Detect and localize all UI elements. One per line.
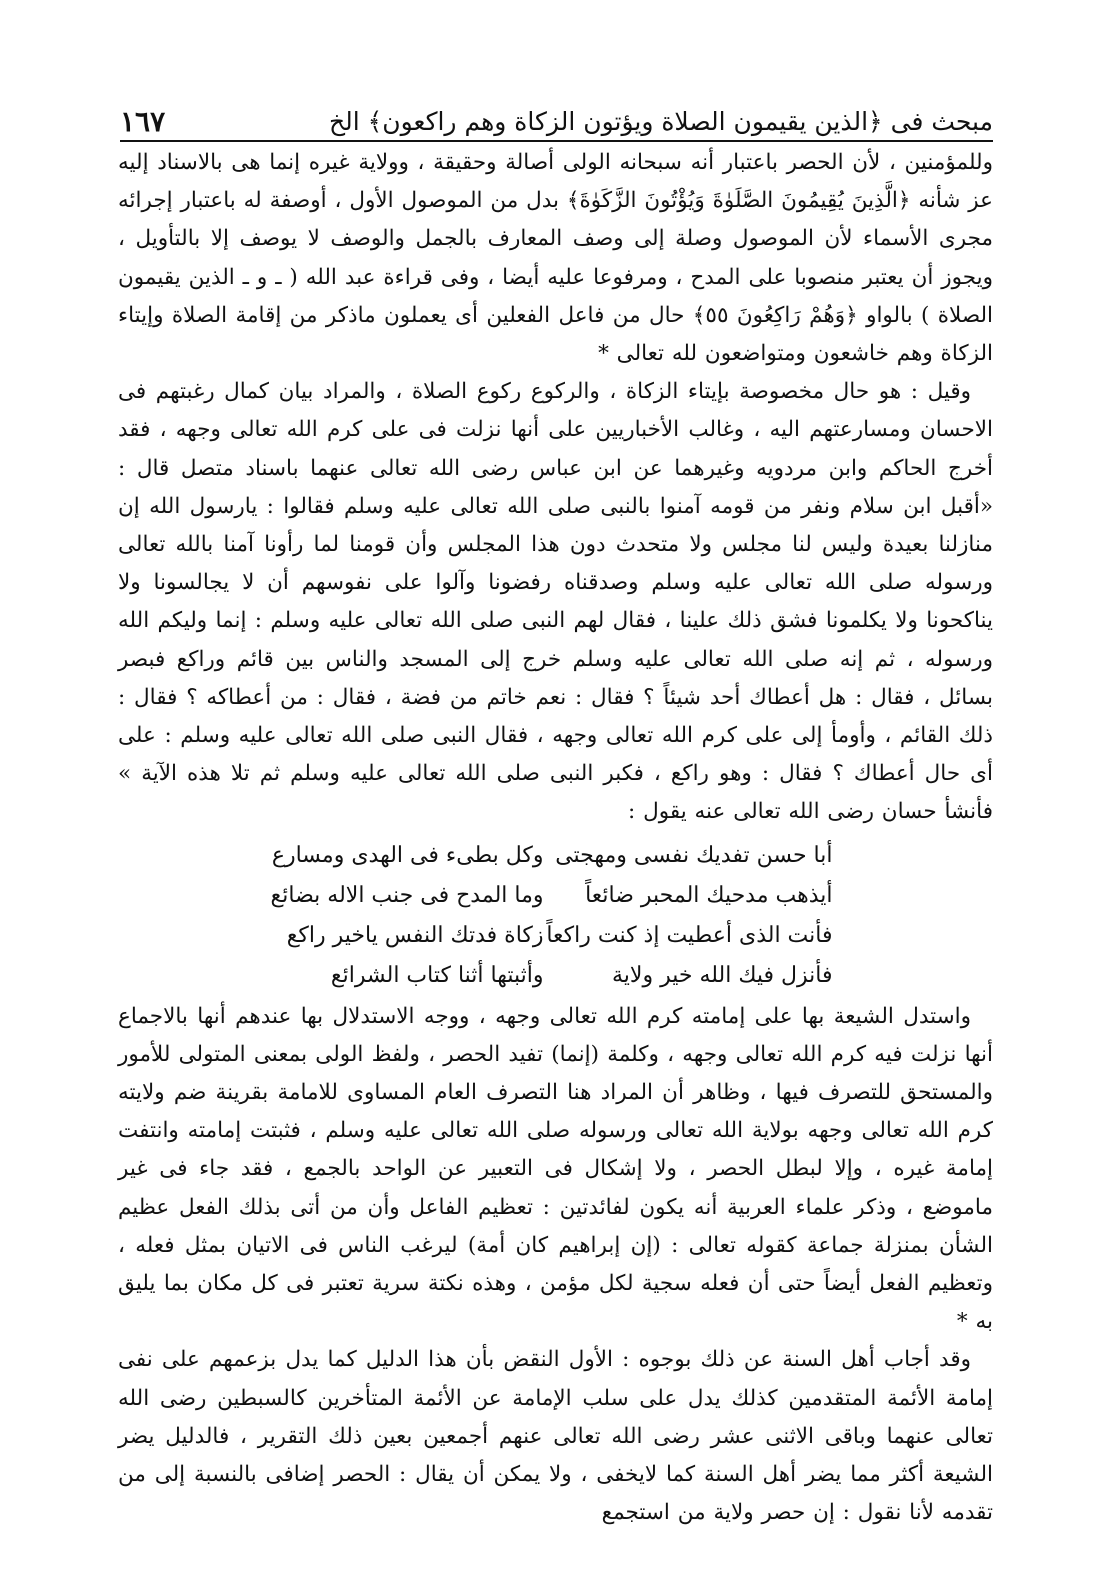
poem-verse [118,916,993,956]
paragraph-opening: وللمؤمنين ، لأن الحصر باعتبار أنه سبحانه الولى أصالة وحقيقة ، وولاية غيره إنما هى بالاسناد إليه عز شأنه ﴿الَّذِينَ يُقِيمُونَ الصَّلَوٰةَ وَيُؤْتُونَ الزَّكَوٰةَ﴾ بدل من الموصول الأول ، أوصفة له باعتبار إجرائه مجرى الأسماء لأن الموصول وصلة إلى وصف المعارف بالجمل والوصف لا يوصف إلا بالتأويل ، ويجوز أن يعتبر منصوبا على المدح ، ومرفوعا عليه أيضا ، وفى قراءة عبد الله ( ـ و ـ الذين يقيمون الصلاة ) بالواو ﴿وَهُمْ رَاكِعُونَ ٥٥﴾ حال من فاعل الفعلين أى يعملون ماذكر من إقامة الصلاة وإيتاء الزكاة وهم خاشعون ومتواضعون لله تعالى * [118,150,993,367]
poem-verse [118,836,993,876]
poem-first-hemistich: فأنزل فيك الله خير ولاية [612,962,833,988]
poem-first-hemistich: أيذهب مدحيك المحبر ضائعاً [585,882,833,908]
running-title: مبحث فى ﴿الذين يقيمون الصلاة ويؤتون الزكاة وهم راكعون﴾ الخ [328,107,993,136]
poem-second-hemistich: وكل بطىء فى الهدى ومسارع [271,842,544,868]
page-number: ١٦٧ [120,105,166,138]
paragraph-sunni-response: وقد أجاب أهل السنة عن ذلك بوجوه : الأول النقض بأن هذا الدليل كما يدل بزعمهم على نفى إمامة الأئمة المتقدمين كذلك يدل على سلب الإمامة عن الأئمة المتأخرين كالسبطين رضى الله تعالى عنهما وباقى الاثنى عشر رضى الله تعالى عنهم أجمعين بعين ذلك التقرير ، فالدليل يضر الشيعة أكثر مما يضر أهل السنة كما لايخفى ، ولا يمكن أن يقال : الحصر إضافى بالنسبة إلى من تقدمه لأنا نقول : إن حصر ولاية من استجمع [118,1347,993,1526]
poem-second-hemistich: زكاة فدتك النفس ياخير راكع [286,922,544,948]
header-rule [120,140,993,142]
poem-second-hemistich: وأثبتها أثنا كتاب الشرائع [330,962,544,988]
poem-first-hemistich: أبا حسن تفديك نفسى ومهجتى [555,842,833,868]
poem-verse [118,956,993,996]
poem-verse [118,876,993,916]
poem-first-hemistich: فأنت الذى أعطيت إذ كنت راكعاً [546,922,833,948]
page-body [118,144,993,1533]
paragraph-shia-argument: واستدل الشيعة بها على إمامته كرم الله تعالى وجهه ، ووجه الاستدلال بها عندهم أنها بالاجماع أنها نزلت فيه كرم الله تعالى وجهه ، وكلمة (إنما) تفيد الحصر ، ولفظ الولى بمعنى المتولى للأمور والمستحق للتصرف فيها ، وظاهر أن المراد هنا التصرف العام المساوى للامامة بقرينة ضم ولايته كرم الله تعالى وجهه بولاية الله تعالى ورسوله صلى الله تعالى عليه وسلم ، فثبتت إمامته وانتفت إمامة غيره ، وإلا لبطل الحصر ، ولا إشكال فى التعبير عن الواحد بالجمع ، فقد جاء فى غير ماموضع ، وذكر علماء العربية أنه يكون لفائدتين : تعظيم الفاعل وأن من أتى بذلك الفعل عظيم الشأن بمنزلة جماعة كقوله تعالى : (إن إبراهيم كان أمة) ليرغب الناس فى الاتيان بمثل فعله ، وتعظيم الفعل أيضاً حتى أن فعله سجية لكل مؤمن ، وهذه نكتة سرية تعتبر فى كل مكان بما يليق به * [118,1003,993,1335]
page-header [120,96,993,140]
poem [118,836,993,996]
paragraph-hadith-narration: وقيل : هو حال مخصوصة بإيتاء الزكاة ، والركوع ركوع الصلاة ، والمراد بيان كمال رغبتهم فى الاحسان ومسارعتهم اليه ، وغالب الأخباريين على أنها نزلت فى على كرم الله تعالى وجهه ، فقد أخرج الحاكم وابن مردويه وغيرهما عن ابن عباس رضى الله تعالى عنهما باسناد متصل قال : «أقبل ابن سلام ونفر من قومه آمنوا بالنبى صلى الله تعالى عليه وسلم فقالوا : يارسول الله إن منازلنا بعيدة وليس لنا مجلس ولا متحدث دون هذا المجلس وأن قومنا لما رأونا آمنا بالله تعالى ورسوله صلى الله تعالى عليه وسلم وصدقناه رفضونا وآلوا على نفوسهم أن لا يجالسونا ولا يناكحونا ولا يكلمونا فشق ذلك علينا ، فقال لهم النبى صلى الله تعالى عليه وسلم : إنما وليكم الله ورسوله ، ثم إنه صلى الله تعالى عليه وسلم خرج إلى المسجد والناس بين قائم وراكع فبصر بسائل ، فقال : هل أعطاك أحد شيئاً ؟ فقال : نعم خاتم من فضة ، فقال : من أعطاكه ؟ فقال : ذلك القائم ، وأومأ إلى على كرم الله تعالى وجهه ، فقال النبى صلى الله تعالى عليه وسلم : على أى حال أعطاك ؟ فقال : وهو راكع ، فكبر النبى صلى الله تعالى عليه وسلم ثم تلا هذه الآية » فأنشأ حسان رضى الله تعالى عنه يقول : [118,379,993,825]
poem-second-hemistich: وما المدح فى جنب الاله بضائع [270,882,544,908]
